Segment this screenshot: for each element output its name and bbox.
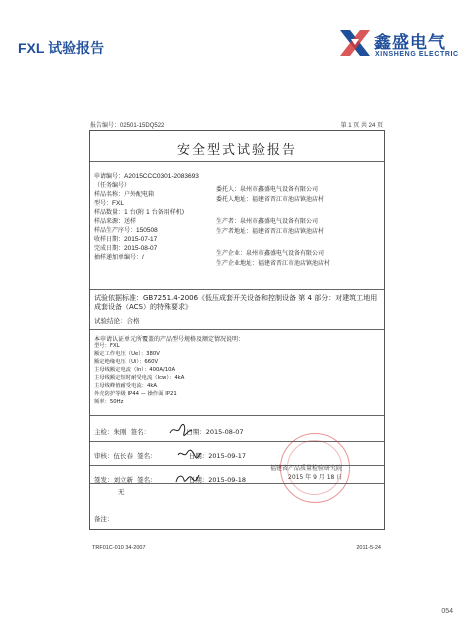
handwritten-signature-icon	[168, 423, 194, 437]
signature-inspector: 主检：朱刚 签名： 日期：2015-08-07	[94, 428, 244, 436]
spec-line: 额定绝缘电压（Ui）：660V	[94, 359, 159, 365]
signature-approver: 签发：刘立新 签名： 日期：2015-09-18	[94, 476, 246, 484]
field-manufacturer-address: 生产企业地址：福建省晋江市池店镇池店村	[216, 260, 331, 267]
spec-line: 型号：FXL	[94, 343, 120, 349]
field-client-address: 委托人地址：福建省晋江市池店镇池店村	[216, 196, 325, 203]
report-number: 报告编号：02501-15DQ522	[90, 123, 165, 129]
logo-english-name: XINSHENG ELECTRIC	[375, 51, 459, 58]
logo-mark-icon	[338, 26, 372, 60]
field-client: 委托人：泉州市鑫盛电气设备有限公司	[216, 186, 319, 193]
page-title: FXL 试验报告	[18, 40, 105, 56]
field-receive-date: 收样日期：2015-07-17	[94, 236, 158, 243]
field-application-no: 申请编号：A2015CCC0301-2083693	[94, 173, 199, 180]
remark-label: 备注：	[94, 515, 114, 523]
divider	[90, 289, 384, 290]
divider	[90, 415, 384, 416]
spec-intro: 本申请认证单元所覆盖的产品型号规格及额定情况说明：	[94, 336, 245, 343]
test-conclusion: 试验结论：合格	[94, 317, 140, 325]
test-standard: 试验依据标准：GB7251.4-2006《低压成套开关设备和控制设备 第 4 部分：对建筑工地用成套设备（ACS）的特殊要求》	[94, 294, 378, 311]
field-producer: 生产者：泉州市鑫盛电气设备有限公司	[216, 218, 319, 225]
test-report	[89, 130, 385, 530]
page-number: 054	[441, 608, 453, 615]
spec-line: 频率：50Hz	[94, 399, 124, 405]
field-sample-name: 样品名称：户外配电箱	[94, 191, 155, 198]
field-sampling-no: 抽样递加单编号：/	[94, 254, 144, 261]
field-manufacturer: 生产企业：泉州市鑫盛电气设备有限公司	[216, 250, 325, 257]
spec-line: 外壳防护等级 IP44 — 操作面 IP21	[94, 391, 177, 397]
field-serial-no: 样品生产序号：150508	[94, 227, 158, 234]
remark-value: 无	[118, 488, 125, 496]
field-task-no: （任务编号）	[94, 182, 131, 189]
form-code: TRF01C-010 34-2007	[92, 545, 146, 551]
handwritten-signature-icon	[176, 447, 202, 461]
divider	[90, 161, 384, 162]
divider	[90, 441, 384, 442]
field-model: 型号：FXL	[94, 200, 124, 207]
spec-line: 额定工作电压（Ue）：380V	[94, 351, 160, 357]
field-sample-source: 样品来源：送样	[94, 218, 137, 225]
report-page-info: 第 1 页 共 24 页	[340, 123, 383, 129]
stamp-date: 2015 年 9 月 18 日	[288, 474, 343, 481]
divider	[90, 329, 384, 330]
form-date: 2011-5-24	[356, 545, 381, 551]
field-sample-qty: 样品数量：1 台(附 1 台备用样机)	[94, 209, 185, 216]
field-producer-address: 生产者地址：福建省晋江市池店镇池店村	[216, 228, 325, 235]
spec-line: 主母线额定短时耐受电流（Icw）：4kA	[94, 375, 185, 381]
report-title: 安全型式试验报告	[176, 143, 297, 158]
field-finish-date: 完成日期：2015-08-07	[94, 245, 158, 252]
divider	[90, 483, 384, 484]
spec-line: 主母线峰值耐受电流：4kA	[94, 383, 158, 389]
spec-line: 主母线额定电流（In）：400A/10A	[94, 367, 176, 373]
logo-chinese-name: 鑫盛电气	[374, 33, 446, 53]
company-logo	[338, 26, 458, 64]
stamp-organization: 福建省产品质量检验研究院	[270, 465, 343, 472]
signature-reviewer: 审核：伍长春 签名： 日期：2015-09-17	[94, 452, 246, 460]
